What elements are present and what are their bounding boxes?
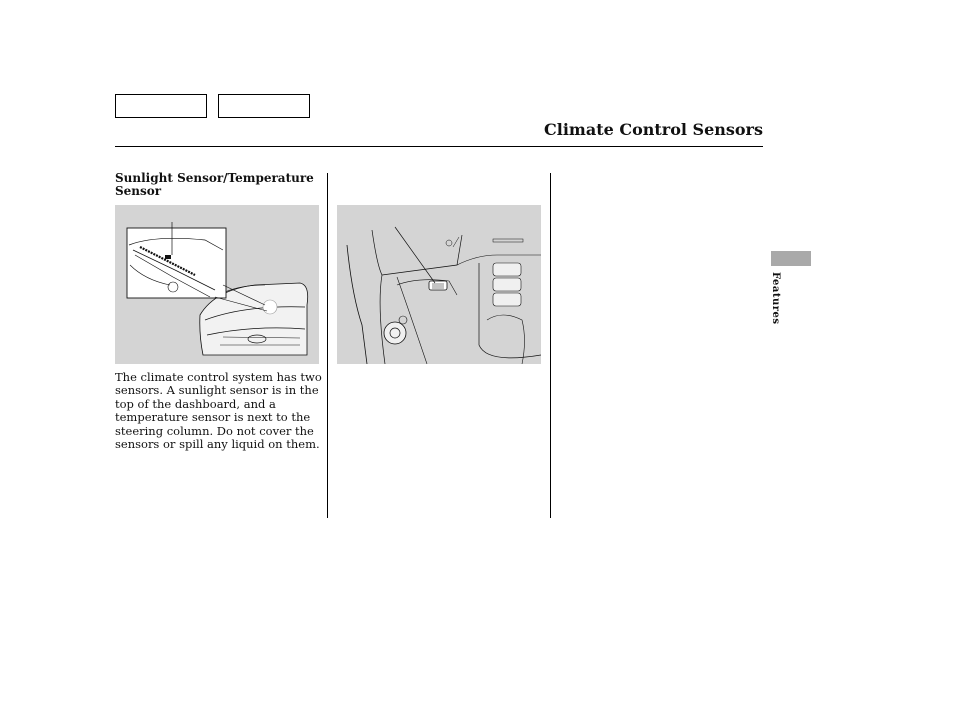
- sunlight-sensor-illustration: [115, 205, 319, 364]
- page-title: Climate Control Sensors: [544, 120, 763, 139]
- section-tab-label: Features: [770, 272, 781, 325]
- section-heading: Sunlight Sensor/Temperature Sensor: [115, 171, 314, 198]
- column-divider-left: [327, 173, 328, 518]
- column-divider-right: [550, 173, 551, 518]
- next-page-button[interactable]: [218, 94, 310, 118]
- section-tab-marker: [771, 251, 811, 266]
- sensor-description-paragraph: The climate control system has two sensors. A sunlight sensor is in the top of the dashboard, and a temperature sensor is next to the steering column. Do not cover the sensors or spill any liquid on them.: [115, 370, 322, 452]
- previous-page-button[interactable]: [115, 94, 207, 118]
- temperature-sensor-illustration: [337, 205, 541, 364]
- title-divider: [115, 146, 763, 147]
